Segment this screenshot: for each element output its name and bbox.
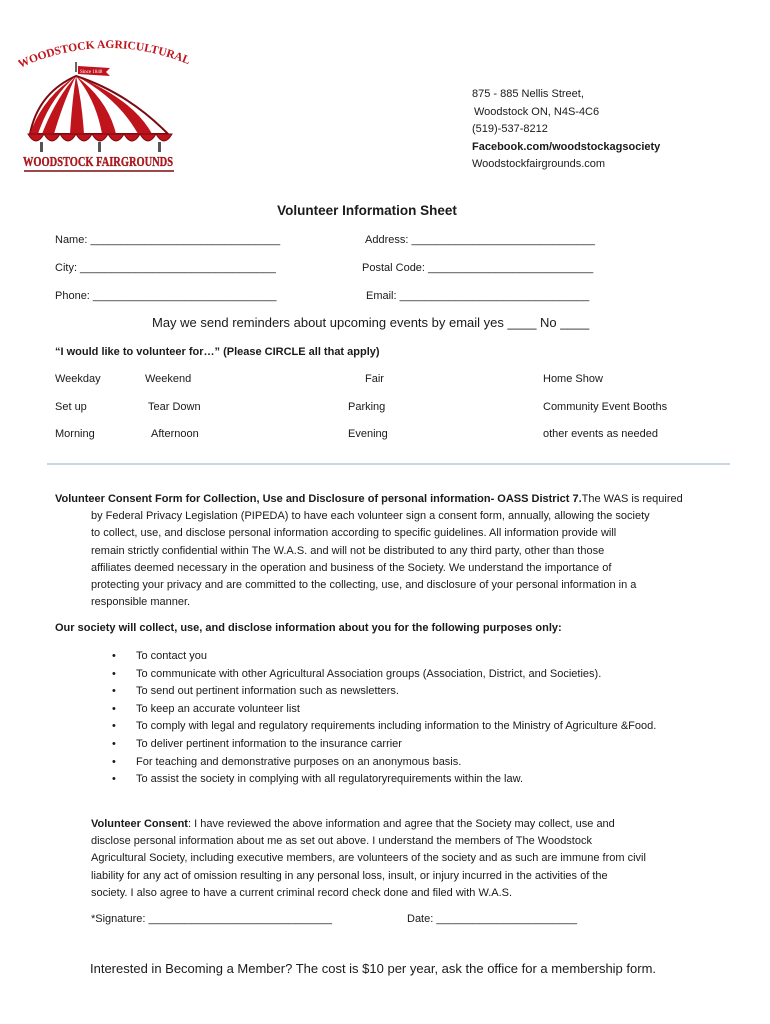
fairgrounds-tent-logo xyxy=(18,38,198,178)
consent-form-line-1: The WAS is required xyxy=(581,493,683,505)
consent-form-line: responsible manner. xyxy=(91,596,191,609)
name-field[interactable]: Name: _______________________________ xyxy=(55,234,281,246)
option-tear-down[interactable]: Tear Down xyxy=(148,401,201,413)
option-morning[interactable]: Morning xyxy=(55,428,95,440)
logo-arc-text: WOODSTOCK AGRICULTURAL xyxy=(18,38,192,71)
consent-form-line: protecting your privacy and are committed to the collecting, use, and disclosure of your personal information in a xyxy=(91,579,637,592)
option-home-show[interactable]: Home Show xyxy=(543,373,603,385)
list-item: • To comply with legal and regulatory requirements including information to the Ministry of Agriculture &Food. xyxy=(112,718,656,736)
phone-field[interactable]: Phone: ______________________________ xyxy=(55,290,277,302)
list-item: • To communicate with other Agricultural Association groups (Association, District, and Societies). xyxy=(112,666,656,684)
volunteer-options-heading: “I would like to volunteer for…” (Please CIRCLE all that apply) xyxy=(55,346,380,358)
volunteer-consent-label: Volunteer Consent xyxy=(91,818,188,830)
list-item: • To deliver pertinent information to the insurance carrier xyxy=(112,736,656,754)
option-community-event-booths[interactable]: Community Event Booths xyxy=(543,401,668,413)
postal-code-field[interactable]: Postal Code: ___________________________ xyxy=(362,262,594,274)
option-weekday[interactable]: Weekday xyxy=(55,373,101,385)
option-evening[interactable]: Evening xyxy=(348,428,388,440)
volunteer-consent-line: disclose personal information about me as set out above. I understand the members of The Woodstock xyxy=(91,835,592,848)
list-item: • To keep an accurate volunteer list xyxy=(112,701,656,719)
section-divider xyxy=(47,463,730,465)
list-item: • To contact you xyxy=(112,648,656,666)
option-parking[interactable]: Parking xyxy=(348,401,386,413)
facebook-link[interactable]: Facebook.com/woodstockagsociety xyxy=(472,140,661,153)
consent-form-heading: Volunteer Consent Form for Collection, Use and Disclosure of personal information- OASS District 7. xyxy=(55,493,582,505)
volunteer-consent-line-1: : I have reviewed the above information and agree that the Society may collect, use and xyxy=(187,818,615,830)
purposes-heading: Our society will collect, use, and disclose information about you for the following purposes only: xyxy=(55,622,562,634)
logo-banner-text: Since 1848 xyxy=(80,70,103,75)
consent-form-paragraph xyxy=(55,491,735,611)
email-reminder-question: May we send reminders about upcoming events by email yes ____ No ____ xyxy=(152,315,590,330)
list-item: • For teaching and demonstrative purposes on an anonymous basis. xyxy=(112,754,656,772)
phone-number: (519)-537-8212 xyxy=(472,123,548,135)
membership-notice: Interested in Becoming a Member? The cost is $10 per year, ask the office for a membership form. xyxy=(90,961,657,976)
email-field[interactable]: Email: _______________________________ xyxy=(366,290,590,302)
address-field[interactable]: Address: ______________________________ xyxy=(365,234,595,246)
street-address: 875 - 885 Nellis Street, xyxy=(472,88,584,100)
list-item: • To send out pertinent information such as newsletters. xyxy=(112,683,656,701)
city-field[interactable]: City: ________________________________ xyxy=(55,262,276,274)
option-fair[interactable]: Fair xyxy=(365,373,384,385)
page-title: Volunteer Information Sheet xyxy=(277,203,457,218)
volunteer-consent-line: liability for any act of omission resulting in any personal loss, insult, or injury incurred in the activities of the xyxy=(91,869,608,882)
consent-form-line: by Federal Privacy Legislation (PIPEDA) to have each volunteer sign a consent form, annually, allowing the society xyxy=(91,510,650,523)
city-address: Woodstock ON, N4S-4C6 xyxy=(474,105,600,118)
consent-form-line: affiliates deemed necessary in the operation and business of the Society. We understand the importance of xyxy=(91,561,612,574)
consent-form-line: to collect, use, and disclose personal information according to specific guidelines. All information provide will xyxy=(91,527,617,540)
volunteer-consent-line: society. I also agree to have a current criminal record check done and filed with W.A.S. xyxy=(91,886,513,899)
option-afternoon[interactable]: Afternoon xyxy=(151,428,199,440)
consent-form-line: remain strictly confidential within The W.A.S. and will not be distributed to any third party, other than those xyxy=(91,544,605,557)
option-set-up[interactable]: Set up xyxy=(55,401,87,413)
option-weekend[interactable]: Weekend xyxy=(145,373,192,385)
signature-field[interactable]: *Signature: ______________________________ xyxy=(91,913,333,925)
volunteer-consent-line: Agricultural Society, including executive members, are volunteers of the society and as such are immune from civil xyxy=(91,852,646,865)
list-item: • To assist the society in complying with all regulatoryrequirements within the law. xyxy=(112,771,656,789)
date-field[interactable]: Date: _______________________ xyxy=(407,913,578,925)
purposes-list xyxy=(112,648,656,789)
volunteer-consent-paragraph xyxy=(91,816,646,902)
logo-bottom-text: WOODSTOCK FAIRGROUNDS xyxy=(23,155,174,170)
contact-block xyxy=(472,86,660,174)
society-logo xyxy=(18,38,198,178)
website-link[interactable]: Woodstockfairgrounds.com xyxy=(472,158,606,170)
option-other-events[interactable]: other events as needed xyxy=(543,428,658,440)
